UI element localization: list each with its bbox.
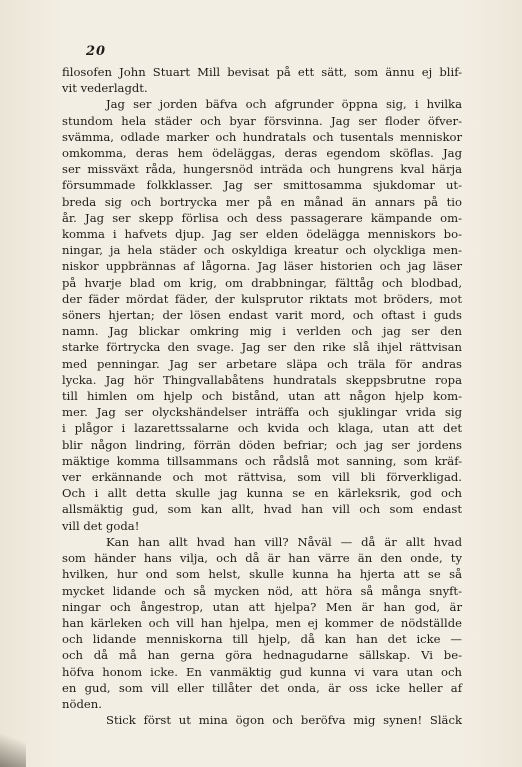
text-line: mer. Jag ser olyckshändelser inträffa och sjuklingar vrida sig (62, 405, 462, 420)
text-line: starke förtrycka den svage. Jag ser den rike slå ihjel rättvisan (62, 340, 462, 355)
text-line: ningar och ångestrop, utan att hjelpa? Men är han god, är (62, 599, 462, 614)
text-line: ver erkännande och mot rättvisa, som vill bli förverkligad. (62, 470, 462, 485)
text-line: på hvarje blad om krig, om drabbningar, fälttåg och blodbad, (62, 275, 462, 290)
text-line: vit vederlagdt. (62, 81, 148, 96)
body-text (62, 64, 462, 728)
text-line: hvilken, hur ond som helst, skulle kunna ha hjerta att se så (62, 567, 462, 582)
text-line: blir någon lindring, förrän döden befriar; och jag ser jordens (62, 437, 462, 452)
text-line: söners hjertan; der lösen endast varit mord, och oftast i guds (62, 308, 462, 323)
text-line: i plågor i lazarettssalarne och kvida och klaga, utan att det (62, 421, 462, 436)
text-line: försummade folkklasser. Jag ser smittosamma sjukdomar ut- (62, 178, 462, 193)
text-line: namn. Jag blickar omkring mig i verlden och jag ser den (62, 324, 462, 339)
text-line: mäktige komma tillsammans och rådslå mot sanning, som kräf- (62, 453, 462, 468)
text-line: lycka. Jag hör Thingvallabåtens hundratals skeppsbrutne ropa (62, 372, 462, 387)
text-line: han kärleken och vill han hjelpa, men ej kommer de nödställde (62, 615, 462, 630)
text-line: der fäder mördat fäder, der kulsprutor riktats mot bröders, mot (62, 291, 462, 306)
page-edge-shadow (0, 727, 26, 767)
text-line: allsmäktig gud, som kan allt, hvad han vill och som endast (62, 502, 462, 517)
text-line: Stick först ut mina ögon och beröfva mig synen! Släck (106, 713, 462, 728)
text-line: Och i allt detta skulle jag kunna se en kärleksrik, god och (62, 486, 462, 501)
text-line: höfva honom icke. En vanmäktig gud kunna vi vara utan och (62, 664, 462, 679)
text-line: med penningar. Jag ser arbetare släpa och träla för andras (62, 356, 462, 371)
text-line: en gud, som vill eller tillåter det onda, är oss icke heller af (62, 680, 462, 695)
text-line: mycket lidande och så mycken nöd, att höra så många snyft- (62, 583, 462, 598)
text-line: och lidande menniskorna till hjelp, då kan han det icke — (62, 632, 462, 647)
text-line: vill det goda! (62, 518, 140, 533)
page-number: 20 (86, 44, 107, 59)
text-line: ningar, ja hela städer och oskyldiga kreatur och olyckliga men- (62, 243, 462, 258)
text-line: och då må han gerna göra hednagudarne sällskap. Vi be- (62, 648, 462, 663)
text-line: Jag ser jorden bäfva och afgrunder öppna sig, i hvilka (106, 97, 462, 112)
text-line: som händer hans vilja, och då är han värre än den onde, ty (62, 551, 462, 566)
text-line: niskor uppbrännas af lågorna. Jag läser historien och jag läser (62, 259, 462, 274)
text-line: filosofen John Stuart Mill bevisat på ett sätt, som ännu ej blif- (62, 65, 462, 79)
text-line: stundom hela städer och byar försvinna. Jag ser floder öfver- (62, 113, 462, 128)
text-line: omkomma, deras hem ödeläggas, deras egendom sköflas. Jag (62, 146, 462, 161)
text-line: år. Jag ser skepp förlisa och dess passagerare kämpande om- (62, 210, 462, 225)
text-line: ser missväxt råda, hungersnöd inträda och hungrens kval härja (62, 162, 462, 177)
text-line: komma i hafvets djup. Jag ser elden ödelägga menniskors bo- (62, 227, 462, 242)
text-line: nöden. (62, 696, 102, 711)
text-line: svämma, odlade marker och hundratals och tusentals menniskor (62, 129, 462, 144)
text-line: breda sig och bortrycka mer på en månad än annars på tio (62, 194, 462, 209)
text-line: till himlen om hjelp och bistånd, utan att någon hjelp kom- (62, 389, 462, 404)
text-line: Kan han allt hvad han vill? Nåväl — då är allt hvad (106, 534, 462, 549)
